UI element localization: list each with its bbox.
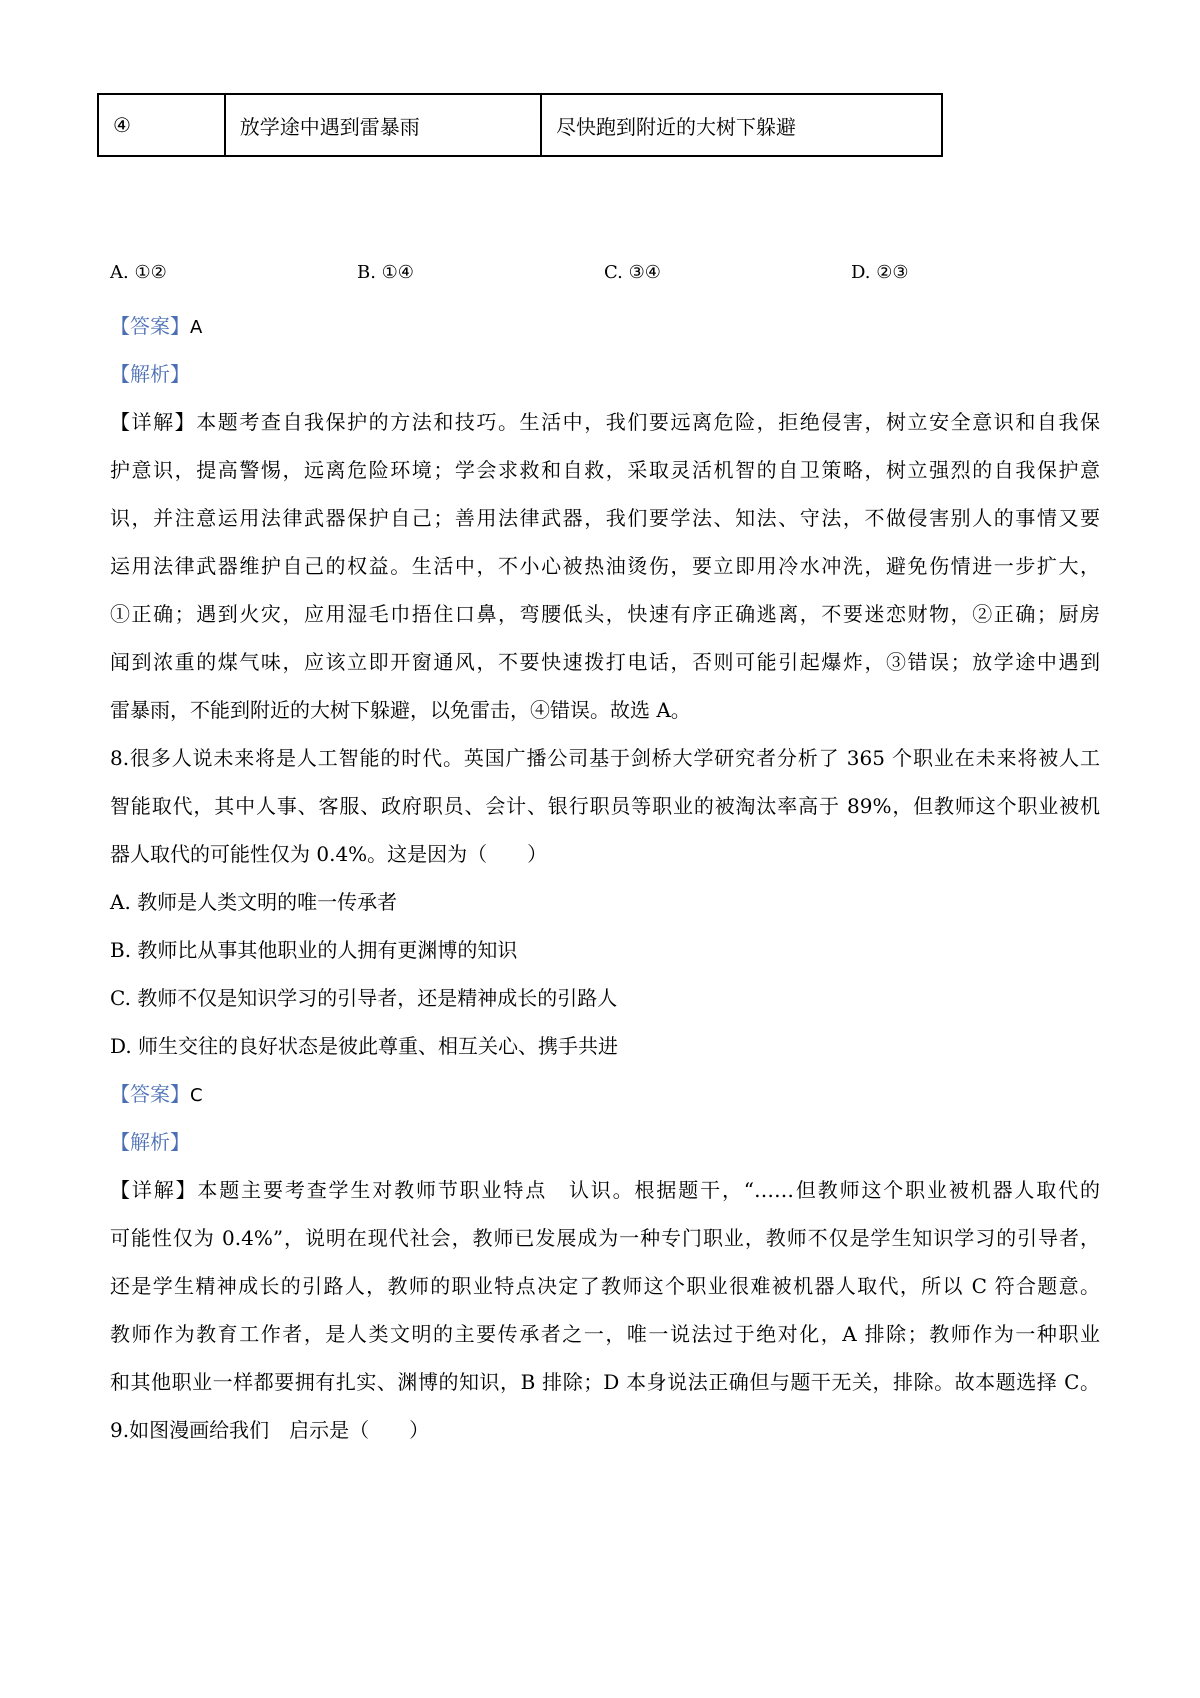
q8-option-b: B. 教师比从事其他职业的人拥有更渊博的知识 xyxy=(110,938,518,962)
q7-choice-b: B. ①④ xyxy=(357,262,414,283)
table-row xyxy=(98,94,942,156)
q8-stem-line: 8.很多人说未来将是人工智能的时代。英国广播公司基于剑桥大学研究者分析了 365 个职业在未来将被人工 xyxy=(110,746,1100,770)
answer-value: C xyxy=(190,1085,203,1106)
q7-choice-c: C. ③④ xyxy=(604,262,661,283)
q8-detail-line: 还是学生精神成长的引路人，教师的职业特点决定了教师这个职业很难被机器人取代，所以 C 符合题意。 xyxy=(110,1274,1100,1298)
action-cell: 尽快跑到附近的大树下躲避 xyxy=(541,94,942,156)
situation-cell: 放学途中遇到雷暴雨 xyxy=(225,94,541,156)
q7-answer: 【答案】A xyxy=(110,314,203,338)
q8-stem-line: 智能取代，其中人事、客服、政府职员、会计、银行职员等职业的被淘汰率高于 89%，但教师这个职业被机 xyxy=(110,794,1100,818)
q7-detail-line: 识，并注意运用法律武器保护自己；善用法律武器，我们要学法、知法、守法，不做侵害别人的事情又要 xyxy=(110,506,1100,530)
q8-detail-line: 【详解】本题主要考查学生对教师节职业特点 认识。根据题干，“……但教师这个职业被机器人取代的 xyxy=(110,1178,1100,1202)
q7-choice-d: D. ②③ xyxy=(851,262,909,283)
q8-stem-line: 器人取代的可能性仅为 0.4%。这是因为（ ） xyxy=(110,842,548,866)
q7-detail-line: 【详解】本题考查自我保护的方法和技巧。生活中，我们要远离危险，拒绝侵害，树立安全意识和自我保 xyxy=(110,410,1100,434)
answer-label: 答案 xyxy=(130,314,170,338)
q9-stem: 9.如图漫画给我们 启示是（ ） xyxy=(110,1418,430,1442)
q7-choice-a: A. ①② xyxy=(110,262,167,283)
answer-label: 答案 xyxy=(130,1082,170,1106)
q8-detail-line: 教师作为教育工作者，是人类文明的主要传承者之一，唯一说法过于绝对化，A 排除；教师作为一种职业 xyxy=(110,1322,1100,1346)
options-table xyxy=(97,93,943,157)
answer-value: A xyxy=(190,317,203,338)
q8-option-d: D. 师生交往的良好状态是彼此尊重、相互关心、携手共进 xyxy=(110,1034,619,1058)
q7-detail-line: 闻到浓重的煤气味，应该立即开窗通风，不要快速拨打电话，否则可能引起爆炸，③错误；放学途中遇到 xyxy=(110,650,1100,674)
row-number: ④ xyxy=(98,94,225,156)
q8-option-c: C. 教师不仅是知识学习的引导者，还是精神成长的引路人 xyxy=(110,986,618,1010)
q8-detail-line: 和其他职业一样都要拥有扎实、渊博的知识，B 排除；D 本身说法正确但与题干无关，排除。故本题选择 C。 xyxy=(110,1370,1100,1394)
q7-analysis-label: 【解析】 xyxy=(110,362,190,386)
q7-detail-line: 运用法律武器维护自己的权益。生活中，不小心被热油烫伤，要立即用冷水冲洗，避免伤情进一步扩大， xyxy=(110,554,1100,578)
q8-analysis-label: 【解析】 xyxy=(110,1130,190,1154)
q8-option-a: A. 教师是人类文明的唯一传承者 xyxy=(110,890,398,914)
q8-answer: 【答案】C xyxy=(110,1082,203,1106)
q7-detail-line: ①正确；遇到火灾，应用湿毛巾捂住口鼻，弯腰低头，快速有序正确逃离，不要迷恋财物，②正确；厨房 xyxy=(110,602,1100,626)
q7-detail-line: 护意识，提高警惕，远离危险环境；学会求救和自救，采取灵活机智的自卫策略，树立强烈的自我保护意 xyxy=(110,458,1100,482)
q7-detail-line: 雷暴雨，不能到附近的大树下躲避，以免雷击，④错误。故选 A。 xyxy=(110,698,691,722)
q8-detail-line: 可能性仅为 0.4%”，说明在现代社会，教师已发展成为一种专门职业，教师不仅是学生知识学习的引导者， xyxy=(110,1226,1100,1250)
